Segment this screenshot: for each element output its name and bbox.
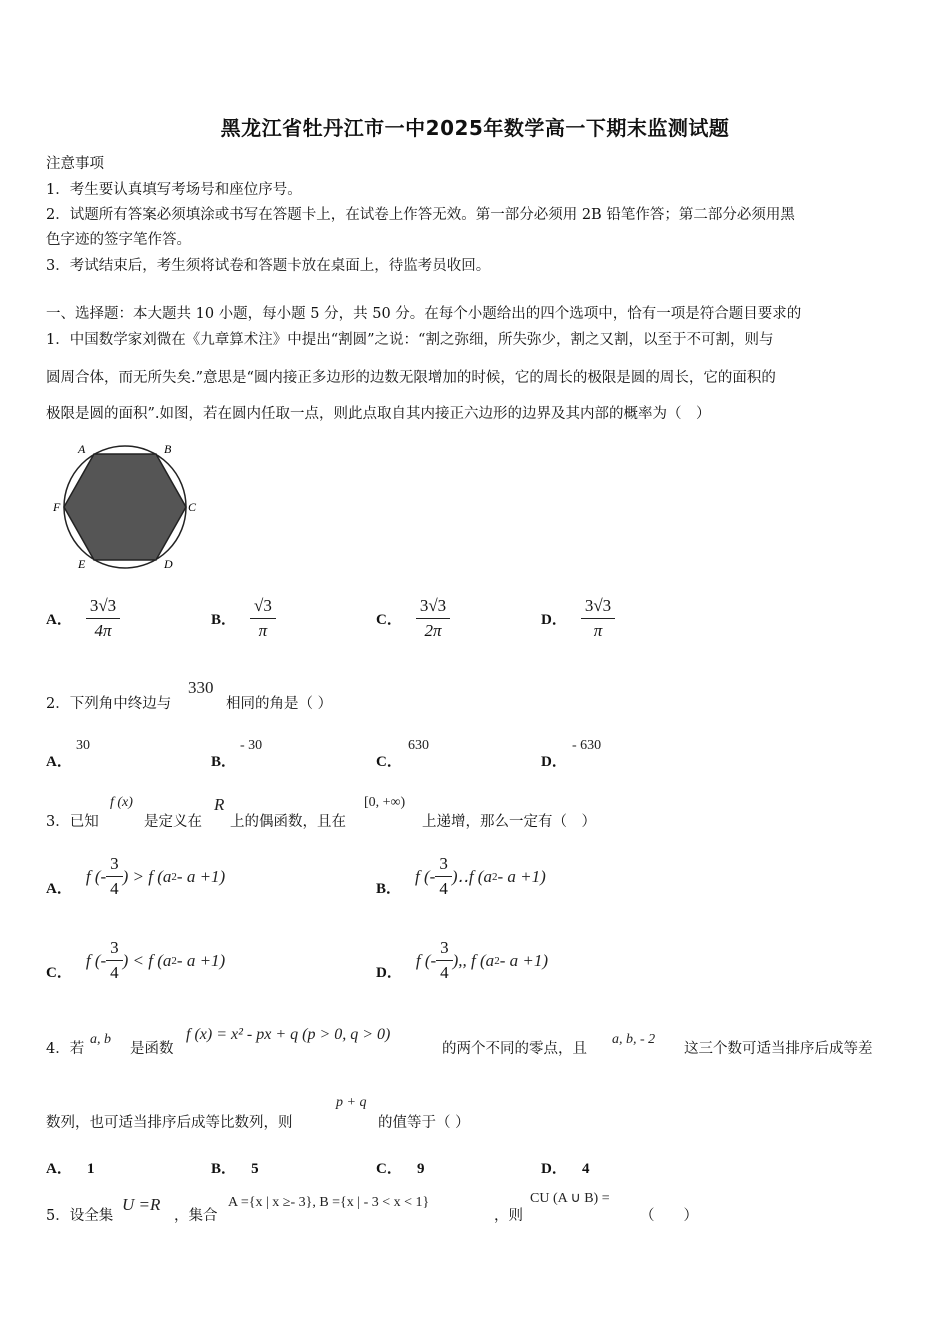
fraction [435,854,452,899]
label-b: B [164,442,172,456]
q3-option-c[interactable] [46,938,225,983]
hexagon-figure [50,440,200,572]
numerator: 3 [436,938,453,961]
label-a: A [78,442,86,456]
label-e: E [78,557,86,571]
q2-option-d-value: - 630 [572,738,602,753]
option-label: C． [46,965,72,981]
q2-option-a-label[interactable]: A． [46,754,72,770]
option-label: A． [46,612,72,628]
expr-lhs: f (- [85,950,107,970]
option-label: C． [376,612,402,628]
q4-ab: a, b [90,1032,111,1047]
denominator: π [258,621,268,640]
q2-post: 相同的角是（ ） [226,696,333,712]
expr-rel: ),, f (a [452,950,495,970]
q4-pre: 4．若 [46,1041,85,1057]
q4-triple: a, b, - 2 [612,1032,656,1047]
numerator: 3 [435,854,452,877]
option-label: B． [211,1161,237,1177]
option-label: A． [46,881,72,897]
label-f: F [53,500,61,514]
option-label: C． [376,1161,402,1177]
q3-R: R [214,795,225,814]
q4-option-a[interactable] [46,1157,94,1178]
label-d: D [164,557,173,571]
expr-lhs: f (- [415,866,436,886]
numerator: 3√3 [86,596,120,619]
inscribed-hexagon [64,454,186,560]
q3-option-a[interactable] [46,854,225,899]
q3-option-d[interactable] [376,938,548,983]
q3-interval: [0, +∞) [364,795,406,810]
option-label: D． [376,965,402,981]
q2-option-c-label[interactable]: C． [376,754,402,770]
numerator: 3 [106,938,123,961]
notice-item-2: 2．试题所有答案必须填涂或书写在答题卡上，在试卷上作答无效。第一部分必须用 2B 铅笔作答；第二部分必须用黑 [46,207,795,223]
fraction [106,938,123,983]
expr-exp: 2 [494,954,500,967]
option-label: B． [211,612,237,628]
fraction [86,596,120,641]
q4-function: f (x) = x² - px + q (p > 0, q > 0) [186,1026,391,1043]
section-heading: 一、选择题：本大题共 10 小题，每小题 5 分，共 50 分。在每个小题给出的四个选项中，恰有一项是符合题目要求的 [46,306,802,322]
label-c: C [188,500,197,514]
denominator: π [593,621,603,640]
expr-rel: ) > f (a [122,866,172,886]
fraction [416,596,450,641]
expr-rel: )‥f (a [451,866,492,886]
q4-option-d[interactable] [541,1157,589,1178]
q4-pq: p + q [336,1095,367,1110]
fraction [581,596,615,641]
q3-option-b[interactable] [376,854,546,899]
q4-post: 这三个数可适当排序后成等差 [684,1041,873,1057]
expr-lhs: f (- [85,866,107,886]
fraction [250,596,276,641]
q4-mid2: 的两个不同的零点，且 [442,1041,587,1057]
q4-option-b[interactable] [211,1157,259,1178]
q1-option-c[interactable] [376,596,450,641]
q3-fx: f (x) [110,795,133,810]
denominator: 4 [110,879,119,898]
page-title: 黑龙江省牡丹江市一中2025年数学高一下期末监测试题 [220,116,730,140]
option-value: 9 [416,1161,425,1177]
q2-option-a-value: 30 [76,738,90,753]
q1-option-d[interactable] [541,596,615,641]
q2-option-c-value: 630 [408,738,429,753]
numerator: 3√3 [581,596,615,619]
q3-pre: 3．已知 [46,814,99,830]
expr-rhs: - a +1) [497,866,546,886]
q2-option-b-value: - 30 [240,738,263,753]
q5-sets: A ={x | x ≥- 3}, B ={x | - 3 < x < 1} [228,1195,430,1210]
q3-post: 上递增，那么一定有（ ） [422,814,596,830]
numerator: 3 [106,854,123,877]
expr-exp: 2 [171,870,177,883]
expr-lhs: f (- [415,950,437,970]
q5-post: （ ） [640,1208,698,1224]
q3-mid2: 上的偶函数，且在 [230,814,346,830]
expr-rhs: - a +1) [176,866,226,886]
q2-option-b-label[interactable]: B． [211,754,237,770]
denominator: 4 [439,879,448,898]
numerator: √3 [250,596,276,619]
q5-pre: 5．设全集 [46,1208,114,1224]
q1-line-2: 圆周合体，而无所失矣.”意思是“圆内接正多边形的边数无限增加的时候，它的周长的极限是圆的周长，它的面积的 [46,370,776,386]
denominator: 2π [424,621,442,640]
q2-angle: 330 [188,678,214,697]
q4-line2-post: 的值等于（ ） [378,1115,470,1131]
q3-mid1: 是定义在 [144,814,202,830]
expr-rel: ) < f (a [122,950,172,970]
denominator: 4π [94,621,112,640]
q5-expression: CU (A ∪ B) = [530,1191,610,1206]
option-label: A． [46,1161,72,1177]
numerator: 3√3 [416,596,450,619]
option-value: 1 [86,1161,95,1177]
expr-exp: 2 [171,954,177,967]
notice-item-3: 3．考试结束后，考生须将试卷和答题卡放在桌面上，待监考员收回。 [46,258,491,274]
option-label: D． [541,1161,567,1177]
notice-item-1: 1．考生要认真填写考场号和座位序号。 [46,182,302,198]
q5-mid1: ，集合 [174,1208,218,1224]
q2-option-d-label[interactable]: D． [541,754,567,770]
q2-pre: 2．下列角中终边与 [46,696,172,712]
expr-rhs: - a +1) [499,950,548,970]
q1-line-3: 极限是圆的面积”.如图，若在圆内任取一点，则此点取自其内接正六边形的边界及其内部的概率为（ ） [46,406,711,422]
option-value: 5 [251,1161,259,1177]
q4-mid1: 是函数 [130,1041,174,1057]
option-value: 4 [581,1161,590,1177]
q4-line2-pre: 数列，也可适当排序后成等比数列，则 [46,1115,293,1131]
notice-item-2-cont: 色字迹的签字笔作答。 [46,232,191,248]
fraction [436,938,453,983]
q4-option-c[interactable] [376,1157,424,1178]
denominator: 4 [440,963,449,982]
q1-option-b[interactable] [211,596,276,641]
q5-mid2: ，则 [494,1208,523,1224]
q1-option-a[interactable] [46,596,120,641]
expr-exp: 2 [491,870,498,883]
q1-line-1: 1．中国数学家刘微在《九章算术注》中提出“割圆”之说：“割之弥细，所失弥少，割之又割，以至于不可割，则与 [46,332,774,348]
fraction [106,854,123,899]
option-label: B． [376,881,402,897]
notice-heading: 注意事项 [46,156,104,172]
denominator: 4 [110,963,119,982]
option-label: D． [541,612,567,628]
q5-universal-set: U =R [122,1195,161,1214]
expr-rhs: - a +1) [176,950,226,970]
